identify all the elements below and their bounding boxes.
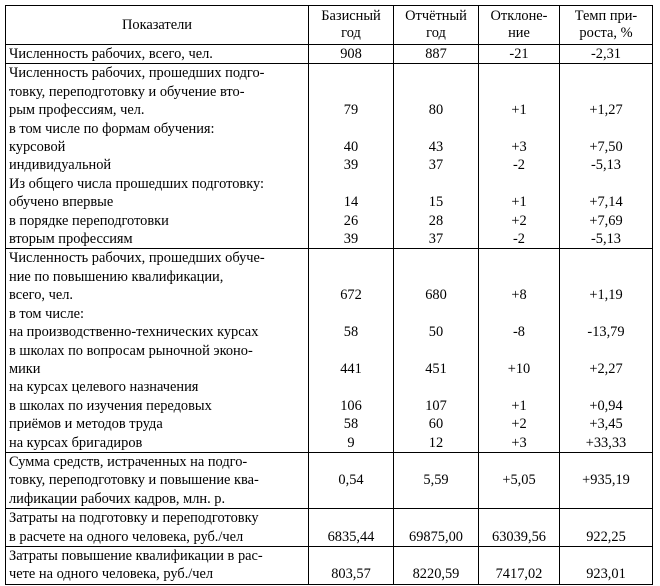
report-year-cell — [394, 249, 479, 452]
label-line: на производственно-технических курсах — [9, 324, 259, 341]
base-year-cell — [309, 546, 394, 584]
table-body — [6, 45, 653, 585]
value-line: +8 — [511, 287, 527, 304]
value-line: +7,50 — [589, 139, 623, 156]
value-line: 37 — [428, 157, 444, 174]
value-line — [397, 83, 475, 101]
value-line: 28 — [428, 212, 444, 229]
value-line: +33,33 — [585, 434, 627, 451]
value-line: 0,54 — [338, 472, 364, 489]
base-year-cell — [309, 45, 394, 64]
row-label — [6, 64, 309, 249]
value-line: -2 — [513, 157, 525, 174]
table-row — [6, 64, 653, 249]
report-year-cell — [394, 452, 479, 508]
label-line: приёмов и методов труда — [9, 416, 163, 433]
value-line: 107 — [425, 397, 447, 414]
document-page — [5, 5, 652, 585]
value-line: -2 — [513, 231, 525, 248]
value-line: 12 — [428, 434, 444, 451]
deviation-cell — [479, 452, 560, 508]
value-line — [563, 64, 649, 82]
value-line — [563, 268, 649, 286]
value-line: 5,59 — [423, 472, 449, 489]
value-line: 922,25 — [586, 528, 626, 545]
label-line: обучено впервые — [9, 194, 114, 211]
value-line: +3 — [511, 434, 527, 451]
value-line: -8 — [513, 324, 525, 341]
value-line: 79 — [343, 102, 359, 119]
base-year-cell — [309, 64, 394, 249]
value-line: 803,57 — [331, 566, 371, 583]
value-line: 441 — [340, 360, 362, 377]
label-line: в порядке переподготовки — [9, 212, 169, 229]
row-label — [6, 249, 309, 452]
table-row — [6, 546, 653, 584]
header-indicators: Показатели — [6, 6, 309, 45]
value-line: +3,45 — [589, 416, 623, 433]
value-line — [397, 342, 475, 360]
value-line: +0,94 — [589, 397, 623, 414]
value-line — [482, 249, 556, 267]
value-line: +935,19 — [582, 472, 630, 489]
table-row — [6, 452, 653, 508]
value-line — [563, 83, 649, 101]
value-line: 9 — [347, 434, 355, 451]
table-row — [6, 45, 653, 64]
value-line — [482, 83, 556, 101]
value-line — [482, 490, 556, 508]
label-line: в том числе по формам обучения: — [9, 120, 215, 137]
report-year-cell — [394, 509, 479, 547]
label-line: чете на одного человека, руб./чел — [9, 566, 214, 583]
value-line — [312, 249, 390, 267]
value-line: 69875,00 — [409, 528, 463, 545]
value-line: 7417,02 — [495, 566, 543, 583]
base-year-cell — [309, 509, 394, 547]
deviation-cell — [479, 546, 560, 584]
value-line: 680 — [425, 287, 447, 304]
value-line: 63039,56 — [492, 528, 546, 545]
label-line: всего, чел. — [9, 287, 73, 304]
table-row — [6, 249, 653, 452]
header-deviation: Отклоне- ние — [479, 6, 560, 45]
label-line: лификации рабочих кадров, млн. р. — [9, 490, 226, 507]
label-line: мики — [9, 360, 41, 377]
label-line: Затраты на подготовку и переподготовку — [9, 510, 259, 527]
growth-rate-cell — [560, 546, 653, 584]
header-report-year: Отчётный год — [394, 6, 479, 45]
value-line — [482, 378, 556, 396]
row-label — [6, 509, 309, 547]
growth-rate-cell — [560, 45, 653, 64]
value-line — [397, 305, 475, 323]
label-line: рым профессиям, чел. — [9, 102, 145, 119]
value-line — [312, 342, 390, 360]
value-line — [397, 64, 475, 82]
value-line: +1 — [511, 194, 527, 211]
value-line — [312, 268, 390, 286]
value-line: 106 — [340, 397, 362, 414]
value-line: 43 — [428, 139, 444, 156]
label-line: Численность рабочих, всего, чел. — [9, 46, 213, 62]
value-line — [312, 64, 390, 82]
value-line: -13,79 — [587, 324, 625, 341]
table-row — [6, 509, 653, 547]
value-line: 15 — [428, 194, 444, 211]
value-line: 58 — [343, 416, 359, 433]
row-label — [6, 452, 309, 508]
value-line: 451 — [425, 360, 447, 377]
value-line: -2,31 — [591, 46, 621, 62]
value-line: +1 — [511, 102, 527, 119]
statistics-table — [5, 5, 653, 585]
value-line — [312, 120, 390, 138]
value-line — [482, 342, 556, 360]
value-line: 26 — [343, 212, 359, 229]
value-line: -21 — [509, 46, 529, 62]
row-label — [6, 546, 309, 584]
table-header-row — [6, 6, 653, 45]
value-line: 50 — [428, 324, 444, 341]
value-line: 58 — [343, 324, 359, 341]
report-year-cell — [394, 546, 479, 584]
value-line — [563, 305, 649, 323]
value-line — [312, 83, 390, 101]
label-line: индивидуальной — [9, 157, 112, 174]
value-line: 887 — [425, 46, 447, 62]
value-line — [563, 490, 649, 508]
value-line — [397, 378, 475, 396]
value-line: 80 — [428, 102, 444, 119]
value-line — [563, 342, 649, 360]
label-line: товку, переподготовку и повышение ква- — [9, 472, 259, 489]
value-line — [482, 268, 556, 286]
label-line: Численность рабочих, прошедших обуче- — [9, 250, 265, 267]
report-year-cell — [394, 64, 479, 249]
value-line: 6835,44 — [327, 528, 375, 545]
deviation-cell — [479, 509, 560, 547]
value-line: 60 — [428, 416, 444, 433]
deviation-cell — [479, 45, 560, 64]
value-line: 39 — [343, 231, 359, 248]
value-line: -5,13 — [591, 157, 621, 174]
growth-rate-cell — [560, 452, 653, 508]
value-line — [563, 175, 649, 193]
label-line: на курсах целевого назначения — [9, 379, 199, 396]
label-line: в том числе: — [9, 305, 85, 322]
base-year-cell — [309, 249, 394, 452]
label-line: на курсах бригадиров — [9, 434, 143, 451]
value-line: 39 — [343, 157, 359, 174]
growth-rate-cell — [560, 509, 653, 547]
value-line: +7,69 — [589, 212, 623, 229]
value-line: 923,01 — [586, 566, 626, 583]
row-label — [6, 45, 309, 64]
value-line — [312, 175, 390, 193]
report-year-cell — [394, 45, 479, 64]
label-line: в школах по вопросам рыночной эконо- — [9, 342, 253, 359]
value-line: +10 — [507, 360, 531, 377]
value-line — [563, 453, 649, 471]
value-line — [397, 175, 475, 193]
growth-rate-cell — [560, 64, 653, 249]
label-line: Затраты повышение квалификации в рас- — [9, 547, 263, 564]
value-line — [482, 120, 556, 138]
label-line: Из общего числа прошедших подготовку: — [9, 175, 264, 192]
value-line — [397, 120, 475, 138]
value-line — [563, 120, 649, 138]
value-line: 908 — [340, 46, 362, 62]
deviation-cell — [479, 64, 560, 249]
value-line: 40 — [343, 139, 359, 156]
value-line — [482, 305, 556, 323]
value-line — [312, 378, 390, 396]
label-line: курсовой — [9, 139, 66, 156]
value-line: +1,27 — [589, 102, 623, 119]
value-line — [312, 490, 390, 508]
label-line: в школах по изучения передовых — [9, 397, 212, 414]
value-line — [397, 453, 475, 471]
deviation-cell — [479, 249, 560, 452]
label-line: вторым профессиям — [9, 231, 133, 248]
growth-rate-cell — [560, 249, 653, 452]
value-line — [482, 175, 556, 193]
value-line: -5,13 — [591, 231, 621, 248]
header-base-year: Базисный год — [309, 6, 394, 45]
value-line: +2 — [511, 212, 527, 229]
label-line: ние по повышению квалификации, — [9, 268, 224, 285]
value-line: +2 — [511, 416, 527, 433]
value-line — [397, 490, 475, 508]
value-line: +3 — [511, 139, 527, 156]
value-line: 37 — [428, 231, 444, 248]
value-line: 14 — [343, 194, 359, 211]
value-line: 672 — [340, 287, 362, 304]
value-line: +2,27 — [589, 360, 623, 377]
value-line — [563, 249, 649, 267]
value-line — [312, 453, 390, 471]
value-line — [482, 453, 556, 471]
value-line — [563, 378, 649, 396]
value-line — [397, 268, 475, 286]
label-line: Численность рабочих, прошедших подго- — [9, 65, 265, 82]
value-line — [482, 64, 556, 82]
value-line: 8220,59 — [412, 566, 460, 583]
value-line: +7,14 — [589, 194, 623, 211]
value-line: +1 — [511, 397, 527, 414]
header-growth-rate: Темп при- роста, % — [560, 6, 653, 45]
value-line: +1,19 — [589, 287, 623, 304]
label-line: Сумма средств, истраченных на подго- — [9, 453, 248, 470]
label-line: в расчете на одного человека, руб./чел — [9, 528, 244, 545]
value-line — [312, 305, 390, 323]
base-year-cell — [309, 452, 394, 508]
value-line — [397, 249, 475, 267]
label-line: товку, переподготовку и обучение вто- — [9, 83, 245, 100]
value-line: +5,05 — [502, 472, 536, 489]
